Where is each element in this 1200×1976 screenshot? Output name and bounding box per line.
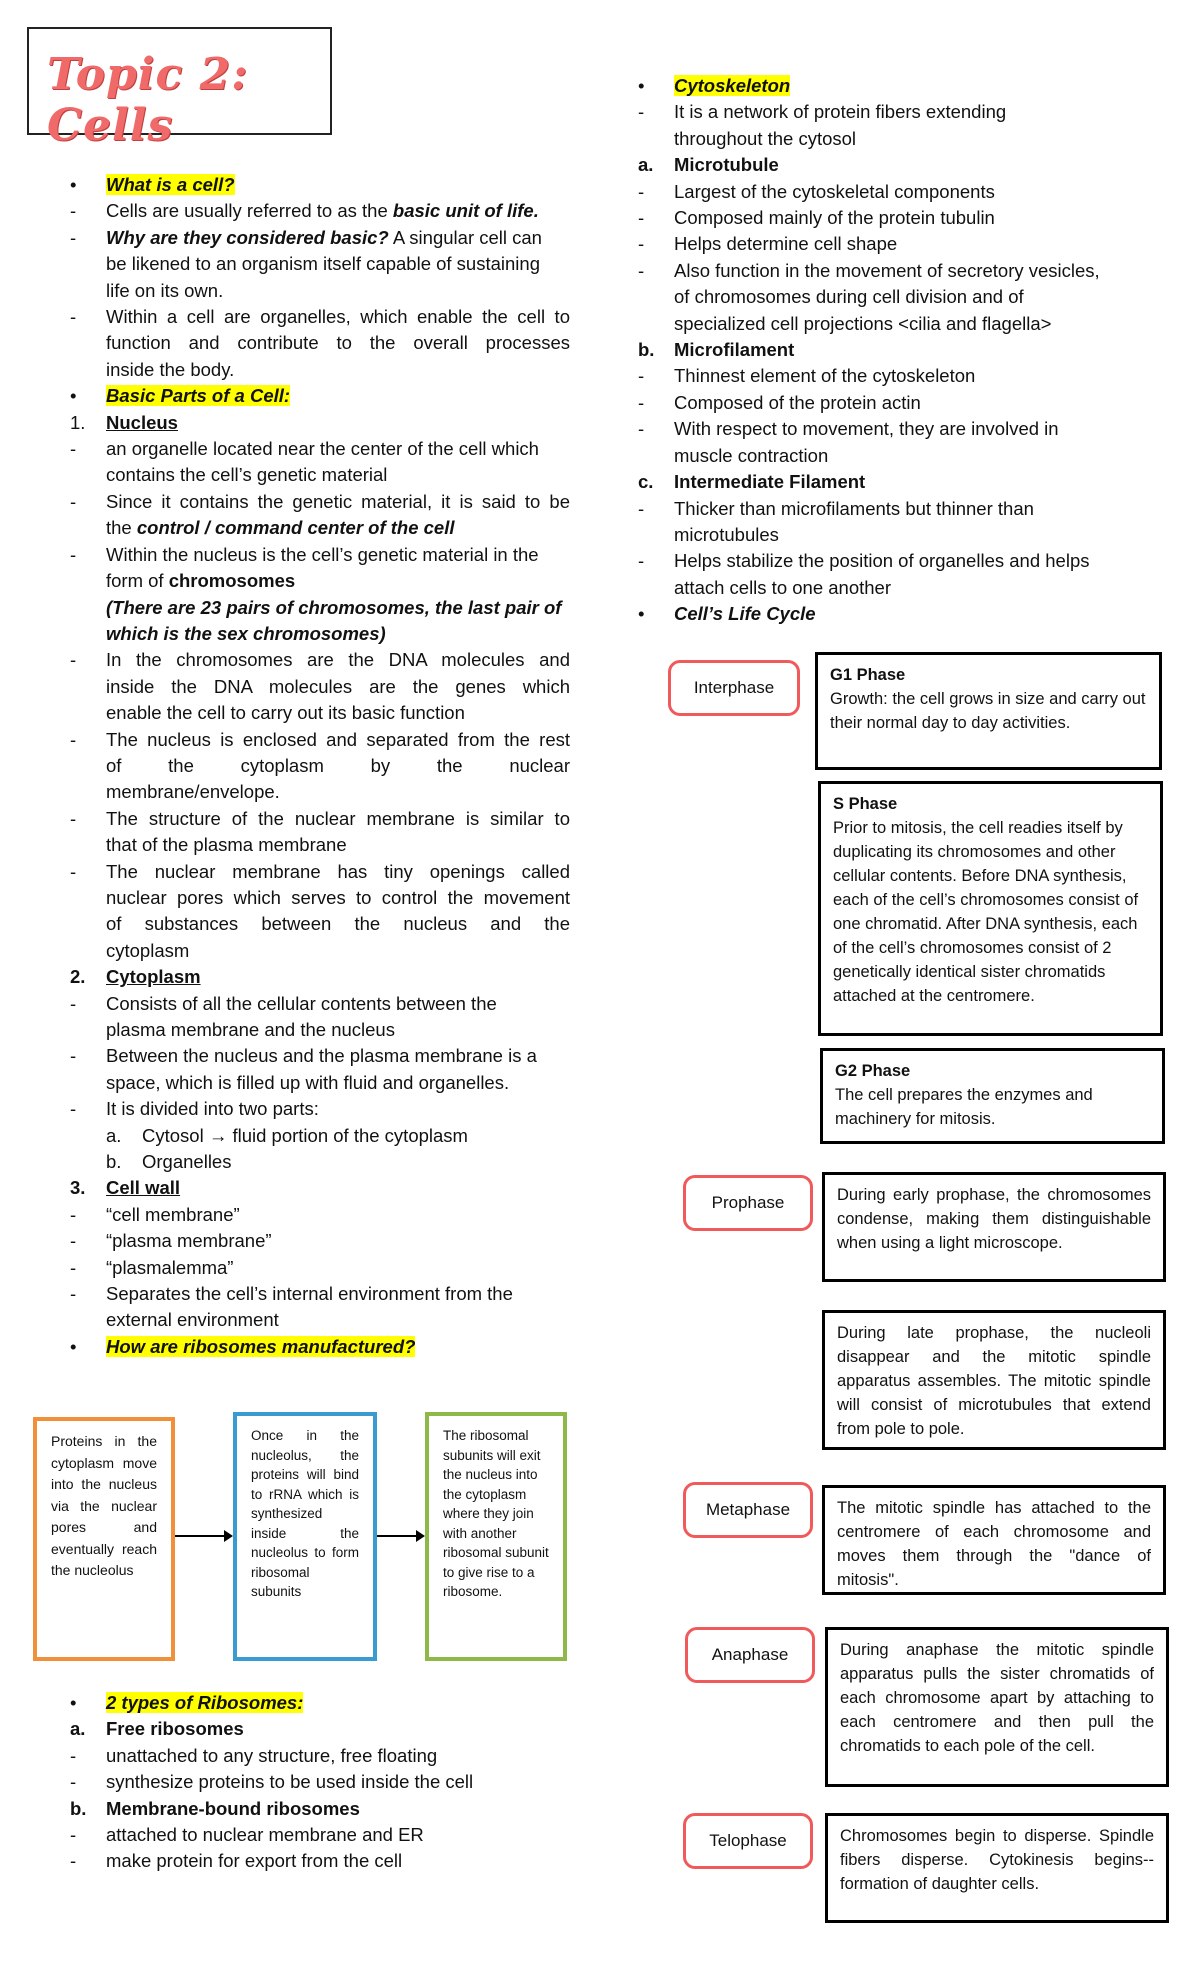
nucleus-item-7-cont3: cytoplasm (106, 939, 190, 961)
nucleus-item-4-cont2: enable the cell to carry out its basic function (106, 702, 465, 724)
cytoskeleton-heading: • Cytoskeleton (638, 75, 791, 96)
microfilament-item-3: - With respect to movement, they are involved in (638, 418, 1059, 440)
microtubule-item-4: - Also function in the movement of secretory vesicles, (638, 259, 1100, 281)
cytoskeleton-item-1: - It is a network of protein fibers extending (638, 101, 1007, 123)
ribosome-heading: • How are ribosomes manufactured? (70, 1335, 416, 1357)
microtubule-item-2: - Composed mainly of the protein tubulin (638, 207, 995, 229)
phase-prophase: Prophase (683, 1175, 813, 1231)
nucleus-item-4: - In the chromosomes are the DNA molecules and (70, 649, 570, 671)
s-phase-box: S Phase Prior to mitosis, the cell readies itself by duplicating its chromosomes and other cellular contents. Before DNA synthesis, each of the cell’s chromosomes consist of one chromatid. After DNA synthesis, each of the cell’s chromosomes consist of 2 genetically identical sister chromatids attached at the centromere. (818, 781, 1163, 1036)
microtubule-item-4-cont2: specialized cell projections <cilia and flagella> (674, 312, 1052, 334)
microtubule-item-1: - Largest of the cytoskeletal components (638, 180, 995, 202)
cytoplasm-item-3: - It is divided into two parts: (70, 1098, 319, 1120)
parts-heading: • Basic Parts of a Cell: (70, 385, 291, 407)
free-item-1: - unattached to any structure, free floating (70, 1744, 438, 1766)
anaphase-box: During anaphase the mitotic spindle apparatus pulls the sister chromatids of each chromosome apart by attaching to each centromere and then pull the chromatids to each pole of the cell. (825, 1627, 1169, 1787)
phase-metaphase: Metaphase (683, 1482, 813, 1538)
nucleus-item-2: - Since it contains the genetic material, it is said to be (70, 490, 570, 512)
microtubule-heading: a. Microtubule (638, 154, 779, 176)
nucleus-item-3-note2: which is the sex chromosomes) (106, 622, 386, 644)
types-heading: • 2 types of Ribosomes: (70, 1692, 304, 1713)
prophase-late-box: During late prophase, the nucleoli disappear and the mitotic spindle apparatus assembles. The mitotic spindle will consist of microtubules that extend from pole to pole. (822, 1310, 1166, 1450)
what-item-3: - Within a cell are organelles, which enable the cell to (70, 306, 570, 328)
nucleus-item-5-cont2: membrane/envelope. (106, 781, 280, 803)
nucleus-item-3-note: (There are 23 pairs of chromosomes, the last pair of (106, 596, 562, 618)
flow-box-ribosome: The ribosomal subunits will exit the nucleus into the cytoplasm where they join with another ribosomal subunit to give rise to a ribosome. (425, 1412, 567, 1661)
microfilament-item-1: - Thinnest element of the cytoskeleton (638, 365, 976, 387)
cytoplasm-subitem-a: a. Cytosol → fluid portion of the cytoplasm (106, 1124, 468, 1146)
cellwall-item-4: - Separates the cell’s internal environment from the (70, 1283, 513, 1305)
what-item-3-cont2: inside the body. (106, 358, 235, 380)
left-column (70, 172, 570, 1360)
cytoplasm-heading: 2. Cytoplasm (70, 966, 201, 988)
page-title: Topic 2: Cells (47, 49, 249, 151)
nucleus-item-1-cont: contains the cell’s genetic material (106, 464, 388, 486)
intermediate-item-1-cont: microtubules (674, 523, 779, 545)
title-box (27, 27, 332, 151)
cellwall-item-1: - “cell membrane” (70, 1203, 240, 1225)
nucleus-item-7-cont: nuclear pores which serves to control the movement (106, 886, 570, 908)
g2-phase-box: G2 Phase The cell prepares the enzymes and machinery for mitosis. (820, 1048, 1165, 1144)
metaphase-box: The mitotic spindle has attached to the centromere of each chromosome and moves them through the "dance of mitosis". (822, 1485, 1166, 1595)
microtubule-item-4-cont: of chromosomes during cell division and of (674, 286, 1024, 308)
nucleus-item-6: - The structure of the nuclear membrane is similar to (70, 807, 570, 829)
what-item-1: - Cells are usually referred to as the basic unit of life. (70, 200, 539, 222)
flow-box-nucleolus: Once in the nucleolus, the proteins will bind to rRNA which is synthesized inside the nucleolus to form ribosomal subunits (233, 1412, 377, 1661)
membrane-heading: b. Membrane-bound ribosomes (70, 1797, 360, 1819)
prophase-early-box: During early prophase, the chromosomes condense, making them distinguishable when using a light microscope. (822, 1172, 1166, 1282)
microfilament-heading: b. Microfilament (638, 339, 795, 361)
intermediate-item-2: - Helps stabilize the position of organelles and helps (638, 550, 1090, 572)
flow-arrow-1 (175, 1535, 231, 1537)
what-item-2-cont2: life on its own. (106, 279, 224, 301)
what-item-2-cont: be likened to an organism itself capable of sustaining (106, 253, 540, 275)
phase-interphase: Interphase (668, 660, 800, 716)
phase-anaphase: Anaphase (685, 1627, 815, 1683)
cellwall-item-3: - “plasmalemma” (70, 1256, 234, 1278)
nucleus-item-3-cont: form of chromosomes (106, 570, 296, 592)
nucleus-item-1: - an organelle located near the center of the cell which (70, 438, 539, 460)
membrane-item-1: - attached to nuclear membrane and ER (70, 1824, 424, 1846)
cytoskeleton-item-1-cont: throughout the cytosol (674, 127, 857, 149)
microfilament-item-3-cont: muscle contraction (674, 444, 829, 466)
cellwall-heading: 3. Cell wall (70, 1177, 181, 1199)
intermediate-heading: c. Intermediate Filament (638, 471, 866, 493)
g1-phase-box: G1 Phase Growth: the cell grows in size and carry out their normal day to day activities. (815, 652, 1162, 770)
intermediate-item-2-cont: attach cells to one another (674, 576, 892, 598)
microfilament-item-2: - Composed of the protein actin (638, 391, 921, 413)
what-item-3-cont: function and contribute to the overall processes (106, 332, 570, 354)
nucleus-item-7: - The nuclear membrane has tiny openings called (70, 860, 570, 882)
telophase-box: Chromosomes begin to disperse. Spindle fibers disperse. Cytokinesis begins--formation of daughter cells. (825, 1813, 1169, 1923)
right-column (638, 73, 1158, 628)
cytoplasm-item-1: - Consists of all the cellular contents between the (70, 992, 497, 1014)
nucleus-item-3: - Within the nucleus is the cell’s genetic material in the (70, 543, 539, 565)
microtubule-item-3: - Helps determine cell shape (638, 233, 898, 255)
cytoplasm-item-1-cont: plasma membrane and the nucleus (106, 1019, 395, 1040)
nucleus-item-6-cont: that of the plasma membrane (106, 834, 347, 856)
cytoplasm-item-2: - Between the nucleus and the plasma membrane is a (70, 1045, 537, 1067)
ribosome-types (70, 1690, 570, 1875)
free-heading: a. Free ribosomes (70, 1718, 244, 1740)
intermediate-item-1: - Thicker than microfilaments but thinner than (638, 497, 1034, 519)
nucleus-item-7-cont2: of substances between the nucleus and the (106, 913, 570, 935)
cytoplasm-subitem-b: b. Organelles (106, 1151, 232, 1173)
cellwall-item-4-cont: external environment (106, 1309, 279, 1331)
what-heading: • What is a cell? (70, 174, 235, 195)
nucleus-item-5: - The nucleus is enclosed and separated from the rest (70, 728, 570, 750)
cytoplasm-item-2-cont: space, which is filled up with fluid and organelles. (106, 1071, 510, 1093)
free-item-2: - synthesize proteins to be used inside the cell (70, 1771, 474, 1793)
nucleus-item-4-cont: inside the DNA molecules are the genes which (106, 675, 570, 697)
what-item-2: - Why are they considered basic? A singular cell can (70, 226, 542, 248)
phase-telophase: Telophase (683, 1813, 813, 1869)
flow-arrow-2 (377, 1535, 423, 1537)
cycle-heading: • Cell’s Life Cycle (638, 603, 816, 625)
cellwall-item-2: - “plasma membrane” (70, 1230, 272, 1252)
nucleus-item-5-cont: of the cytoplasm by the nuclear (106, 754, 570, 776)
flow-box-proteins: Proteins in the cytoplasm move into the nucleus via the nuclear pores and eventually reach the nucleolus (33, 1417, 175, 1661)
membrane-item-2: - make protein for export from the cell (70, 1850, 403, 1872)
nucleus-heading: 1. Nucleus (70, 411, 178, 433)
nucleus-item-2-cont: the control / command center of the cell (106, 517, 455, 539)
